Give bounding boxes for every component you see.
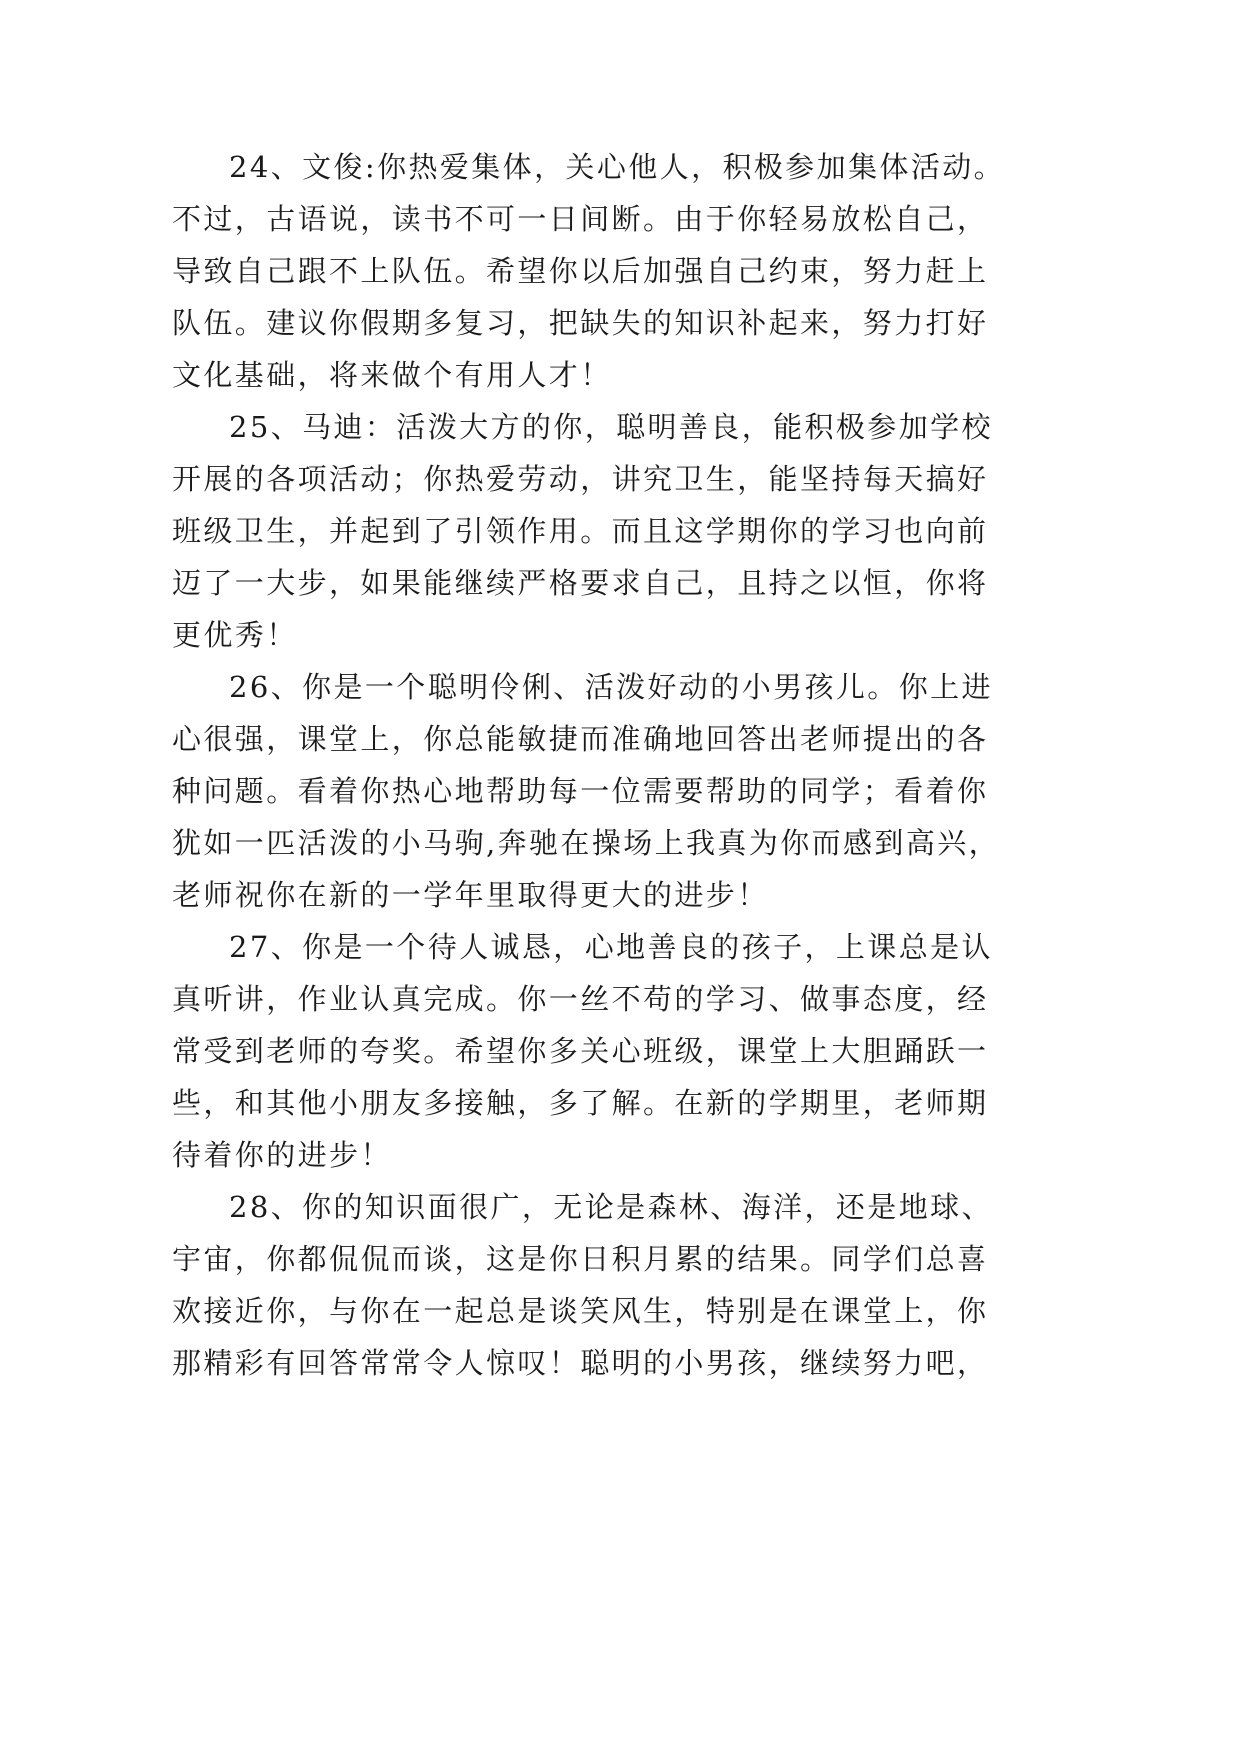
paragraph-line: 种问题。看着你热心地帮助每一位需要帮助的同学；看着你 — [172, 774, 989, 808]
paragraph-line: 文化基础，将来做个有用人才！ — [172, 358, 612, 392]
paragraph-line: 犹如一匹活泼的小马驹,奔驰在操场上我真为你而感到高兴， — [172, 826, 1001, 860]
paragraph-line: 真听讲，作业认真完成。你一丝不苟的学习、做事态度，经 — [172, 982, 989, 1016]
paragraph-line: 导致自己跟不上队伍。希望你以后加强自己约束，努力赶上 — [172, 254, 989, 288]
paragraph-line: 迈了一大步，如果能继续严格要求自己，且持之以恒，你将 — [172, 566, 989, 600]
paragraph-line: 队伍。建议你假期多复习，把缺失的知识补起来，努力打好 — [172, 306, 989, 340]
paragraph-line: 常受到老师的夸奖。希望你多关心班级，课堂上大胆踊跃一 — [172, 1034, 989, 1068]
paragraph-line: 28、你的知识面很广，无论是森林、海洋，还是地球、 — [229, 1190, 993, 1224]
paragraph-line: 不过，古语说，读书不可一日间断。由于你轻易放松自己， — [172, 202, 989, 236]
paragraph-line: 24、文俊:你热爱集体，关心他人，积极参加集体活动。 — [229, 150, 1006, 184]
paragraph-line: 心很强，课堂上，你总能敏捷而准确地回答出老师提出的各 — [172, 722, 989, 756]
paragraph-line: 欢接近你，与你在一起总是谈笑风生，特别是在课堂上，你 — [172, 1294, 989, 1328]
paragraph-line: 26、你是一个聪明伶俐、活泼好动的小男孩儿。你上进 — [229, 670, 993, 704]
paragraph-line: 待着你的进步！ — [172, 1138, 392, 1172]
paragraph-line: 班级卫生，并起到了引领作用。而且这学期你的学习也向前 — [172, 514, 989, 548]
paragraph-line: 25、马迪：活泼大方的你，聪明善良，能积极参加学校 — [229, 410, 993, 444]
paragraph-line: 更优秀！ — [172, 618, 298, 652]
paragraph-line: 老师祝你在新的一学年里取得更大的进步！ — [172, 878, 769, 912]
paragraph-line: 开展的各项活动；你热爱劳动，讲究卫生，能坚持每天搞好 — [172, 462, 989, 496]
paragraph-line: 宇宙，你都侃侃而谈，这是你日积月累的结果。同学们总喜 — [172, 1242, 989, 1276]
paragraph-line: 些，和其他小朋友多接触，多了解。在新的学期里，老师期 — [172, 1086, 989, 1120]
paragraph-line: 那精彩有回答常常令人惊叹！聪明的小男孩，继续努力吧， — [172, 1346, 989, 1380]
paragraph-line: 27、你是一个待人诚恳，心地善良的孩子，上课总是认 — [229, 930, 993, 964]
